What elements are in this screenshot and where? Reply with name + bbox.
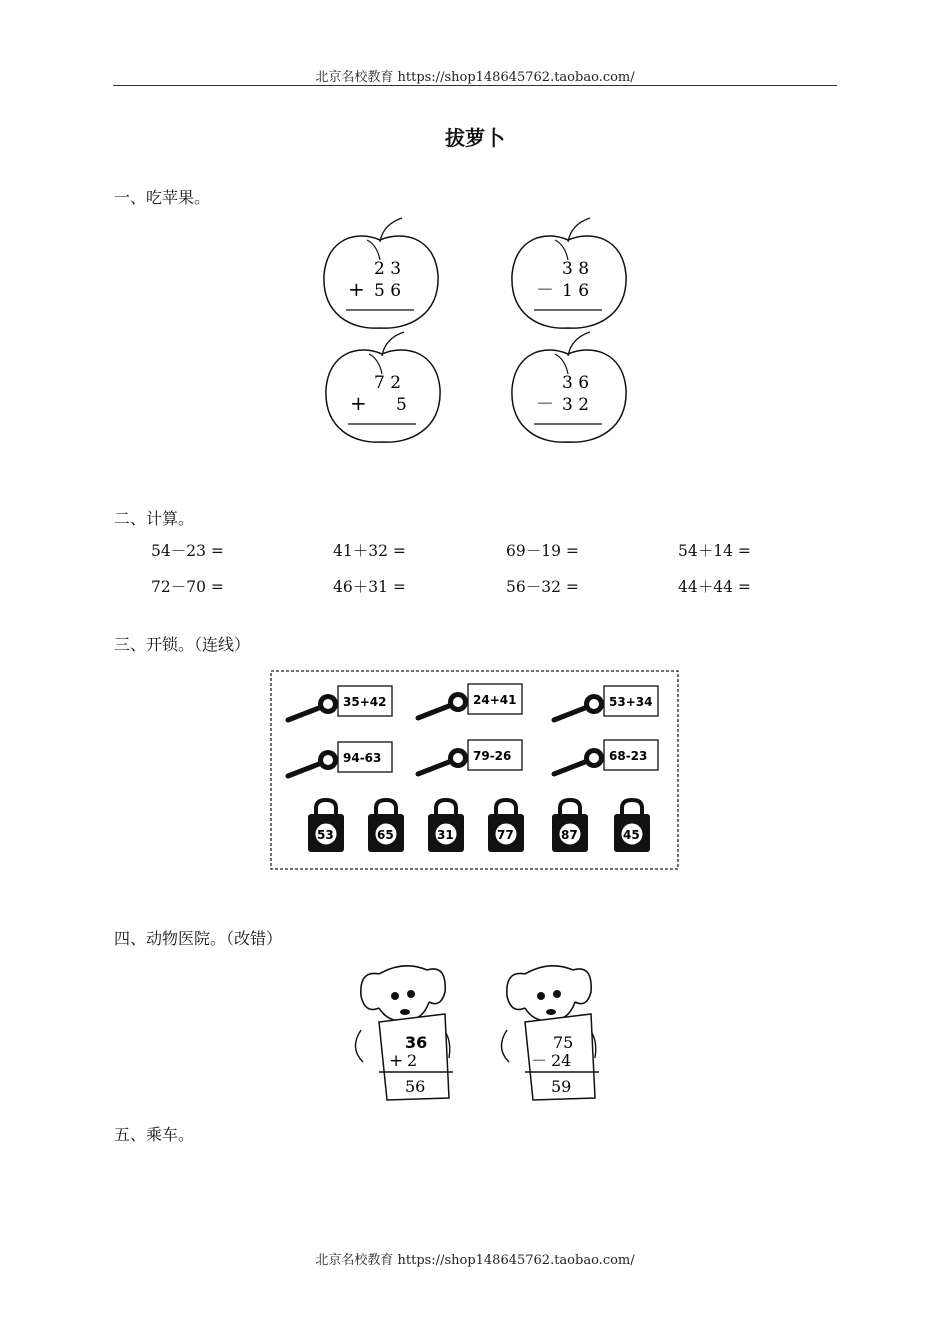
apple-3: [326, 332, 440, 442]
section-3-heading: 三、开锁。（连线）: [114, 635, 251, 654]
calc-item: 46＋31 =: [333, 578, 406, 596]
apple-1-top: 2 3: [374, 259, 402, 279]
apple-1-bottom: 5 6: [374, 281, 402, 301]
lock-4: [488, 800, 524, 852]
apple-4-bottom: 3 2: [562, 395, 590, 415]
apple-4: [512, 332, 626, 442]
lock-2: [368, 800, 404, 852]
lock-5: [552, 800, 588, 852]
apple-3-op: +: [350, 391, 367, 415]
lock-5-label: 87: [561, 828, 578, 842]
calc-item: 69－19 =: [506, 542, 579, 560]
lock-4-label: 77: [497, 828, 514, 842]
lock-6-label: 45: [623, 828, 640, 842]
calc-item: 41＋32 =: [333, 542, 406, 560]
key-2-label: 24+41: [473, 693, 517, 707]
key-6: [554, 740, 658, 774]
lock-1-label: 53: [317, 828, 334, 842]
dog-2-bottom: 24: [551, 1051, 572, 1070]
header-divider: [113, 85, 837, 86]
apple-3-top: 7 2: [374, 373, 402, 393]
key-3-label: 53+34: [609, 695, 653, 709]
calc-item: 44＋44 =: [678, 578, 751, 596]
dog-1: [355, 966, 453, 1100]
dog-1-bottom: 2: [407, 1051, 418, 1070]
apple-3-bottom: 5: [396, 395, 407, 415]
apple-4-op: －: [536, 394, 554, 415]
calc-item: 72－70 =: [151, 578, 224, 596]
dog-1-result: 56: [405, 1077, 426, 1096]
dog-2-top: 75: [553, 1033, 574, 1052]
dog-2-op: －: [531, 1051, 548, 1070]
calc-item: 54＋14 =: [678, 542, 751, 560]
key-5: [418, 740, 522, 774]
lock-3: [428, 800, 464, 852]
lock-3-label: 31: [437, 828, 454, 842]
dog-1-op: +: [389, 1051, 404, 1071]
worksheet-title: 拔萝卜: [445, 126, 505, 150]
calc-item: 54－23 =: [151, 542, 224, 560]
lock-2-label: 65: [377, 828, 394, 842]
key-5-label: 79-26: [473, 749, 512, 763]
dog-1-top: 36: [405, 1033, 428, 1052]
dog-2: [501, 966, 599, 1100]
apple-1-op: +: [348, 277, 365, 301]
dog-2-result: 59: [551, 1077, 572, 1096]
section-5-heading: 五、乘车。: [114, 1125, 195, 1144]
section-4-heading: 四、动物医院。（改错）: [114, 929, 283, 948]
page-header: 北京名校教育 https://shop148645762.taobao.com/: [315, 70, 635, 85]
lock-1: [308, 800, 344, 852]
apple-1: [324, 218, 438, 328]
apple-2-bottom: 1 6: [562, 281, 590, 301]
key-1: [288, 686, 392, 720]
page-footer: 北京名校教育 https://shop148645762.taobao.com/: [315, 1253, 635, 1268]
section-2-heading: 二、计算。: [114, 509, 195, 528]
key-2: [418, 684, 522, 718]
apple-2-op: －: [536, 280, 554, 301]
apple-4-top: 3 6: [562, 373, 590, 393]
keys-locks-figure: [270, 670, 680, 872]
key-6-label: 68-23: [609, 749, 648, 763]
key-1-label: 35+42: [343, 695, 387, 709]
apple-2-top: 3 8: [562, 259, 590, 279]
lock-6: [614, 800, 650, 852]
apple-2: [512, 218, 626, 328]
key-4: [288, 742, 392, 776]
apples-figure: [0, 212, 950, 452]
key-3: [554, 686, 658, 720]
calc-item: 56－32 =: [506, 578, 579, 596]
dogs-figure: [345, 958, 645, 1108]
section-1-heading: 一、吃苹果。: [114, 188, 211, 207]
key-4-label: 94-63: [343, 751, 382, 765]
